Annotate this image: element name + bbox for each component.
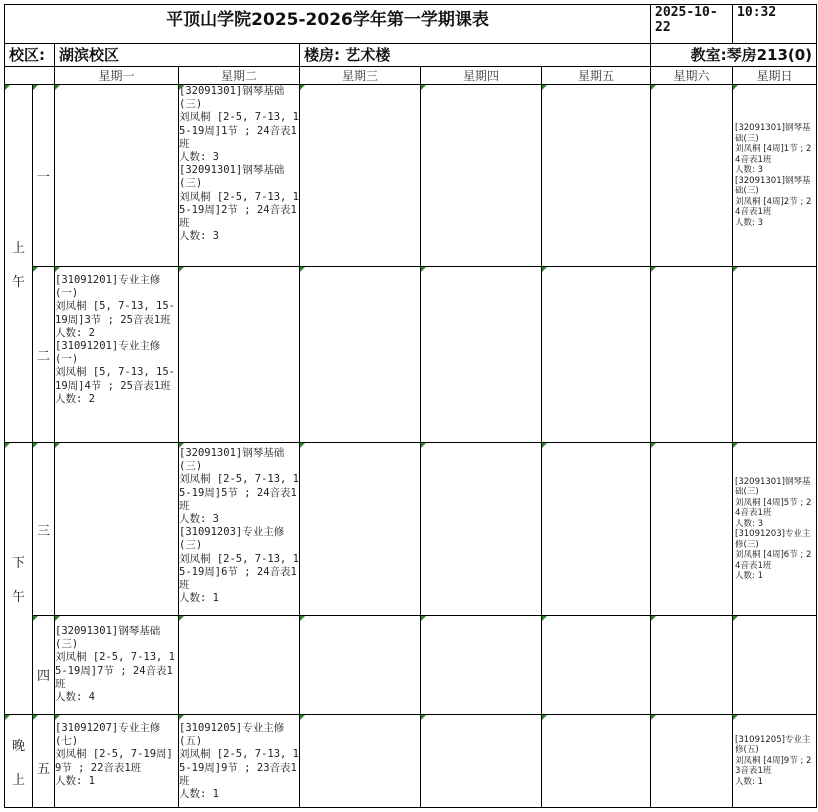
- schedule-cell: [179, 616, 300, 715]
- slot-row: [5, 715, 817, 808]
- schedule-cell: [542, 85, 651, 267]
- print-time: 10:32: [733, 5, 817, 44]
- weekday-header: 星期日: [733, 67, 817, 85]
- schedule-cell: [651, 715, 733, 808]
- schedule-cell: [300, 85, 421, 267]
- course-cell[interactable]: [733, 715, 817, 808]
- course-cell[interactable]: [55, 616, 179, 715]
- print-date: 2025-10-22: [651, 5, 733, 44]
- course-line: 人数: 3: [735, 165, 764, 175]
- schedule-cell: [542, 616, 651, 715]
- schedule-table: [4, 4, 817, 808]
- campus-value: 湖滨校区: [55, 44, 300, 67]
- schedule-cell: [179, 267, 300, 443]
- weekday-header: 星期三: [300, 67, 421, 85]
- weekday-header-row: [5, 67, 817, 85]
- slot-label: 五: [33, 715, 55, 808]
- room-field: [651, 44, 817, 67]
- schedule-cell: [300, 267, 421, 443]
- schedule-cell: [733, 616, 817, 715]
- schedule-cell: [300, 443, 421, 616]
- course-cell[interactable]: [179, 715, 300, 808]
- course-line: [32091301]钢琴基础(三): [735, 175, 811, 196]
- course-line: 人数: 3: [179, 230, 219, 243]
- period-evening: 晚 上: [5, 715, 33, 808]
- weekday-header: 星期二: [179, 67, 300, 85]
- course-line: 刘凤桐 [4周]9节 ; 23音表1班: [735, 755, 812, 777]
- course-line: 刘凤桐 [2-5, 7-13, 15-19周]7节 ; 24音表1班: [55, 651, 176, 690]
- course-line: 刘凤桐 [4周]2节 ; 24音表1班: [735, 196, 812, 217]
- weekday-header: 星期四: [421, 67, 542, 85]
- course-line: 刘凤桐 [4周]5节 ; 24音表1班: [735, 497, 812, 518]
- schedule-cell: [421, 85, 542, 267]
- period-afternoon: 下 午: [5, 443, 33, 715]
- course-line: [32091301]钢琴基础(三): [735, 476, 811, 497]
- course-line: 刘凤桐 [2-5, 7-13, 15-19周]1节 ; 24音表1班: [179, 111, 300, 150]
- course-line: [32091301]钢琴基础(三): [735, 123, 811, 144]
- course-line: 刘凤桐 [2-5, 7-13, 15-19周]9节 ; 23音表1班: [179, 748, 300, 787]
- weekday-header: 星期一: [55, 67, 179, 85]
- course-line: [31091203]专业主修(三): [735, 529, 811, 550]
- weekday-header: 星期六: [651, 67, 733, 85]
- page-title: 平顶山学院2025-2026学年第一学期课表: [5, 5, 651, 44]
- schedule-cell: [55, 85, 179, 267]
- course-line: [31091201]专业主修(一): [55, 340, 161, 366]
- schedule-cell: [421, 267, 542, 443]
- course-line: 刘凤桐 [2-5, 7-19周]9节 ; 22音表1班: [55, 748, 173, 774]
- building-field: [300, 44, 651, 67]
- slot-row: [5, 616, 817, 715]
- course-line: 人数: 1: [179, 788, 219, 801]
- schedule-cell: [651, 267, 733, 443]
- room-label: 教室:: [690, 46, 727, 64]
- slot-label: 四: [33, 616, 55, 715]
- course-line: 刘凤桐 [5, 7-13, 15-19周]4节 ; 25音表1班: [55, 366, 176, 392]
- course-line: 人数: 3: [179, 151, 219, 164]
- schedule-cell: [733, 267, 817, 443]
- course-line: [32091301]钢琴基础(三): [179, 447, 285, 473]
- course-line: 刘凤桐 [2-5, 7-13, 15-19周]6节 ; 24音表1班: [179, 552, 300, 592]
- weekday-header: 星期五: [542, 67, 651, 85]
- course-line: 人数: 2: [55, 326, 95, 339]
- slot-label: 二: [33, 267, 55, 443]
- schedule-cell: [421, 616, 542, 715]
- course-cell[interactable]: [179, 443, 300, 616]
- course-cell[interactable]: [733, 85, 817, 267]
- course-line: [32091301]钢琴基础(三): [179, 85, 285, 111]
- course-line: 人数: 2: [55, 392, 95, 405]
- schedule-cell: [300, 616, 421, 715]
- slot-row: [5, 267, 817, 443]
- course-line: 人数: 3: [179, 513, 219, 526]
- course-line: [32091301]钢琴基础(三): [55, 625, 161, 651]
- course-line: 刘凤桐 [2-5, 7-13, 15-19周]5节 ; 24音表1班: [179, 473, 300, 512]
- course-line: 人数: 3: [735, 518, 764, 529]
- course-cell[interactable]: [55, 267, 179, 443]
- course-line: [31091205]专业主修(五): [179, 722, 285, 748]
- corner-cell: [5, 67, 55, 85]
- course-cell[interactable]: [55, 715, 179, 808]
- schedule-cell: [421, 443, 542, 616]
- course-line: [32091301]钢琴基础(三): [179, 164, 285, 190]
- schedule-cell: [542, 715, 651, 808]
- schedule-cell: [651, 616, 733, 715]
- course-line: 人数: 1: [55, 774, 95, 787]
- schedule-cell: [542, 443, 651, 616]
- course-line: 人数: 4: [55, 691, 95, 704]
- campus-label: 校区:: [5, 44, 55, 67]
- period-morning: 上 午: [5, 85, 33, 443]
- course-line: 人数: 1: [735, 776, 764, 787]
- course-line: [31091207]专业主修(七): [55, 722, 161, 748]
- schedule-cell: [55, 443, 179, 616]
- schedule-cell: [421, 715, 542, 808]
- course-line: 刘凤桐 [4周]1节 ; 24音表1班: [735, 144, 812, 165]
- room-value: 琴房213(0): [726, 46, 813, 64]
- schedule-cell: [300, 715, 421, 808]
- course-line: 刘凤桐 [4周]6节 ; 24音表1班: [735, 550, 812, 571]
- building-label: 楼房:: [304, 46, 340, 64]
- course-line: 人数: 1: [735, 571, 764, 581]
- schedule-cell: [651, 443, 733, 616]
- schedule-cell: [651, 85, 733, 267]
- course-line: [31091205]专业主修(五): [735, 734, 811, 756]
- course-line: [31091203]专业主修(三): [179, 526, 285, 552]
- slot-label: 三: [33, 443, 55, 616]
- course-line: 刘凤桐 [5, 7-13, 15-19周]3节 ; 25音表1班: [55, 300, 176, 326]
- slot-row: [5, 85, 817, 267]
- building-value: 艺术楼: [345, 46, 391, 64]
- course-line: 刘凤桐 [2-5, 7-13, 15-19周]2节 ; 24音表1班: [179, 190, 300, 230]
- schedule-cell: [542, 267, 651, 443]
- course-line: 人数: 1: [179, 592, 219, 605]
- slot-row: [5, 443, 817, 616]
- slot-label: 一: [33, 85, 55, 267]
- course-line: 人数: 3: [735, 217, 764, 228]
- course-cell[interactable]: [733, 443, 817, 616]
- course-cell[interactable]: [179, 85, 300, 267]
- course-line: [31091201]专业主修(一): [55, 274, 161, 300]
